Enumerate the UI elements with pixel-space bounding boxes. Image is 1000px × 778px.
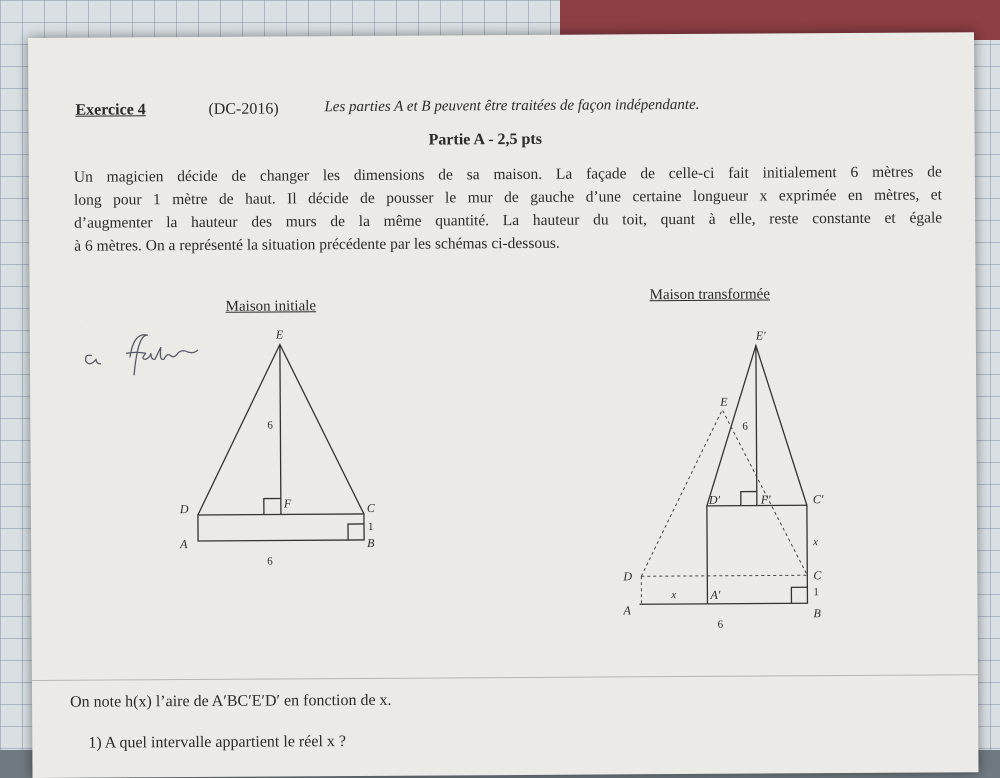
wall-rectangle-ABCD [198,514,364,541]
height-line-EprimeFprime [756,346,757,506]
label-wall-1: 1 [813,586,819,598]
label-B: B [813,606,821,620]
label-D: D [179,502,189,516]
label-side-x: x [812,536,818,548]
intro-line: à 6 mètres. On a représenté la situation précédente par les schémas ci-dessous. [74,229,942,257]
exercise-sheet [28,32,979,778]
label-base-6: 6 [718,619,724,631]
exercise-note: Les parties A et B peuvent être traitées de façon indépendante. [324,97,699,116]
right-angle-Fprime [741,492,757,506]
intro-paragraph [74,160,943,257]
right-angle-B [791,587,807,603]
intro-line: d’augmenter la hauteur des murs de la même quantité. La hauteur du toit, quant à elle, reste constante et égale [74,206,942,234]
intro-line: long pour 1 mètre de haut. Il décide de pousser le mur de gauche d’une certaine longueur x exprimée en mètres, et [74,183,942,211]
exercise-title: Exercice 4 [75,101,145,119]
right-angle-B [348,524,364,540]
sheet-divider [32,674,978,681]
handwritten-note-text: a faire [80,327,83,329]
label-height-6: 6 [267,420,273,432]
label-C: C [367,501,376,515]
label-wall-1: 1 [368,521,374,533]
wall-rectangle-AprimeBCprimeDprime [707,505,808,604]
label-Fprime: F′ [760,492,771,506]
dashed-initial-roof [640,409,807,576]
function-definition-note: On note h(x) l’aire de A′BC′E′D′ en fonction de x. [70,692,392,712]
label-A: A [622,603,631,617]
right-angle-F [264,498,281,514]
label-F: F [283,496,292,510]
height-line-EF [280,344,281,514]
label-base-6: 6 [267,556,273,568]
label-Cprime: C′ [813,492,824,506]
caption-initial-house: Maison initiale [226,298,317,316]
label-D: D [622,569,632,583]
label-Eprime: E′ [755,328,766,342]
dashed-initial-wall-top [641,575,807,576]
exercise-source: (DC-2016) [208,100,278,118]
label-E: E [275,327,284,341]
figure-transformed-house [610,313,852,644]
label-B: B [367,536,375,550]
label-Aprime: A′ [709,588,720,602]
label-base-x: x [670,589,676,601]
label-A: A [179,537,188,551]
intro-line: Un magicien décide de changer les dimensions de sa maison. La façade de celle-ci fait initialement 6 mètres de [74,160,942,188]
figure-initial-house [170,316,402,577]
label-height-6: 6 [742,421,748,433]
question-1: 1) A quel intervalle appartient le réel x ? [88,733,346,753]
label-E: E [719,395,728,409]
label-C: C [813,568,822,582]
label-Dprime: D′ [708,493,721,507]
part-title: Partie A - 2,5 pts [429,131,542,150]
caption-transformed-house: Maison transformée [650,286,770,304]
